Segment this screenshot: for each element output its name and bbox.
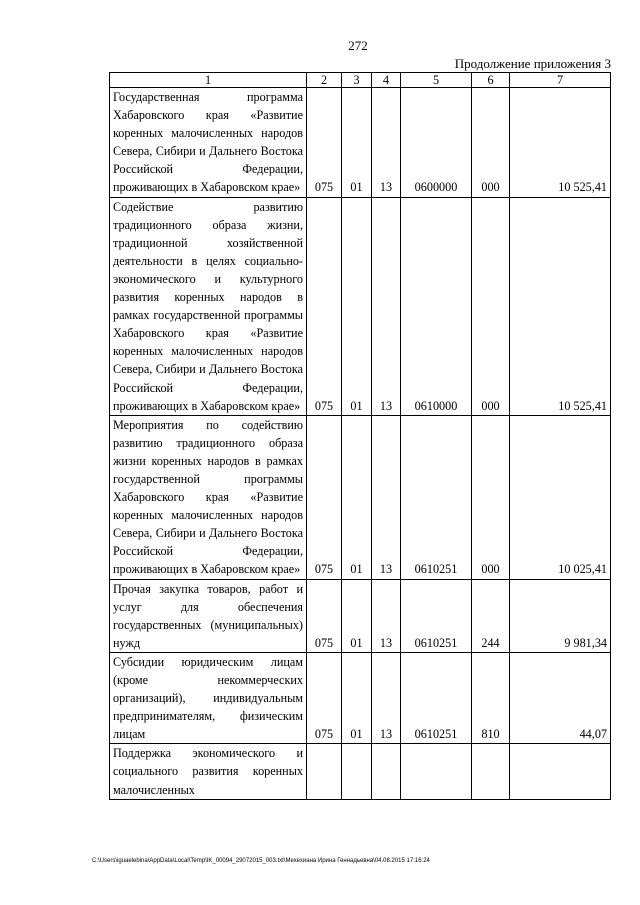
row-amount: 9 981,34 xyxy=(510,579,611,652)
row-subsection-code: 13 xyxy=(372,652,401,743)
table-row xyxy=(110,744,611,799)
row-name: Государственная программа Хабаровского края «Развитие коренных малочисленных народов Севера, Сибири и Дальнего Востока Российской Федерации, проживающих в Хабаровском крае» xyxy=(110,88,307,198)
row-name: Мероприятия по содействию развитию традиционного образа жизни коренных народов в рамках государственной программы Хабаровского края «Развитие коренных малочисленных народов Севера, Сибири и Дальнего Востока Российской Федерации, проживающих в Хабаровском крае» xyxy=(110,415,307,579)
row-target-code: 0610251 xyxy=(401,652,472,743)
table-row xyxy=(110,652,611,743)
header-col-4: 4 xyxy=(372,73,401,88)
row-target-code xyxy=(401,744,472,799)
table-row xyxy=(110,415,611,579)
header-col-6: 6 xyxy=(472,73,510,88)
row-target-code: 0610000 xyxy=(401,197,472,415)
row-subsection-code: 13 xyxy=(372,415,401,579)
row-subsection-code: 13 xyxy=(372,579,401,652)
table-row xyxy=(110,88,611,198)
row-expense-type: 810 xyxy=(472,652,510,743)
row-amount: 10 525,41 xyxy=(510,197,611,415)
continuation-note: Продолжение приложения 3 xyxy=(454,56,611,71)
row-ministry-code: 075 xyxy=(307,197,342,415)
row-name: Прочая закупка товаров, работ и услуг для обеспечения государственных (муниципальных) нужд xyxy=(110,579,307,652)
row-name: Содействие развитию традиционного образа жизни, традиционной хозяйственной деятельности в целях социально-экономического и культурного развития коренных народов в рамках государственной программы Хабаровского края «Развитие коренных малочисленных народов Севера, Сибири и Дальнего Востока Российской Федерации, проживающих в Хабаровском крае» xyxy=(110,197,307,415)
header-col-3: 3 xyxy=(342,73,372,88)
row-ministry-code: 075 xyxy=(307,579,342,652)
header-col-5: 5 xyxy=(401,73,472,88)
header-col-1: 1 xyxy=(110,73,307,88)
row-section-code: 01 xyxy=(342,88,372,198)
row-subsection-code xyxy=(372,744,401,799)
row-section-code: 01 xyxy=(342,579,372,652)
row-amount: 44,07 xyxy=(510,652,611,743)
row-section-code: 01 xyxy=(342,415,372,579)
row-subsection-code: 13 xyxy=(372,197,401,415)
row-target-code: 0600000 xyxy=(401,88,472,198)
row-expense-type: 244 xyxy=(472,579,510,652)
header-col-2: 2 xyxy=(307,73,342,88)
table-row xyxy=(110,197,611,415)
row-name: Поддержка экономического и социального развития коренных малочисленных xyxy=(110,744,307,799)
page-number: 272 xyxy=(348,38,368,53)
row-ministry-code xyxy=(307,744,342,799)
row-ministry-code: 075 xyxy=(307,415,342,579)
table-header-row xyxy=(110,73,611,88)
row-expense-type: 000 xyxy=(472,88,510,198)
row-amount: 10 525,41 xyxy=(510,88,611,198)
row-expense-type: 000 xyxy=(472,415,510,579)
row-ministry-code: 075 xyxy=(307,88,342,198)
row-ministry-code: 075 xyxy=(307,652,342,743)
row-amount: 10 025,41 xyxy=(510,415,611,579)
row-expense-type: 000 xyxy=(472,197,510,415)
row-section-code xyxy=(342,744,372,799)
row-name: Субсидии юридическим лицам (кроме некоммерческих организаций), индивидуальным предпринимателям, физическим лицам xyxy=(110,652,307,743)
row-section-code: 01 xyxy=(342,652,372,743)
table-row xyxy=(110,579,611,652)
row-section-code: 01 xyxy=(342,197,372,415)
footer-file-path: C:\Users\iguaelebina\AppData\Local\Temp\IK_00094_29072015_003.txt\Мехехиана Ирина Геннадьевна\04.08.2015 17:16:24 xyxy=(92,858,430,864)
row-expense-type xyxy=(472,744,510,799)
budget-table xyxy=(109,72,611,800)
row-subsection-code: 13 xyxy=(372,88,401,198)
header-col-7: 7 xyxy=(510,73,611,88)
row-target-code: 0610251 xyxy=(401,579,472,652)
row-target-code: 0610251 xyxy=(401,415,472,579)
row-amount xyxy=(510,744,611,799)
